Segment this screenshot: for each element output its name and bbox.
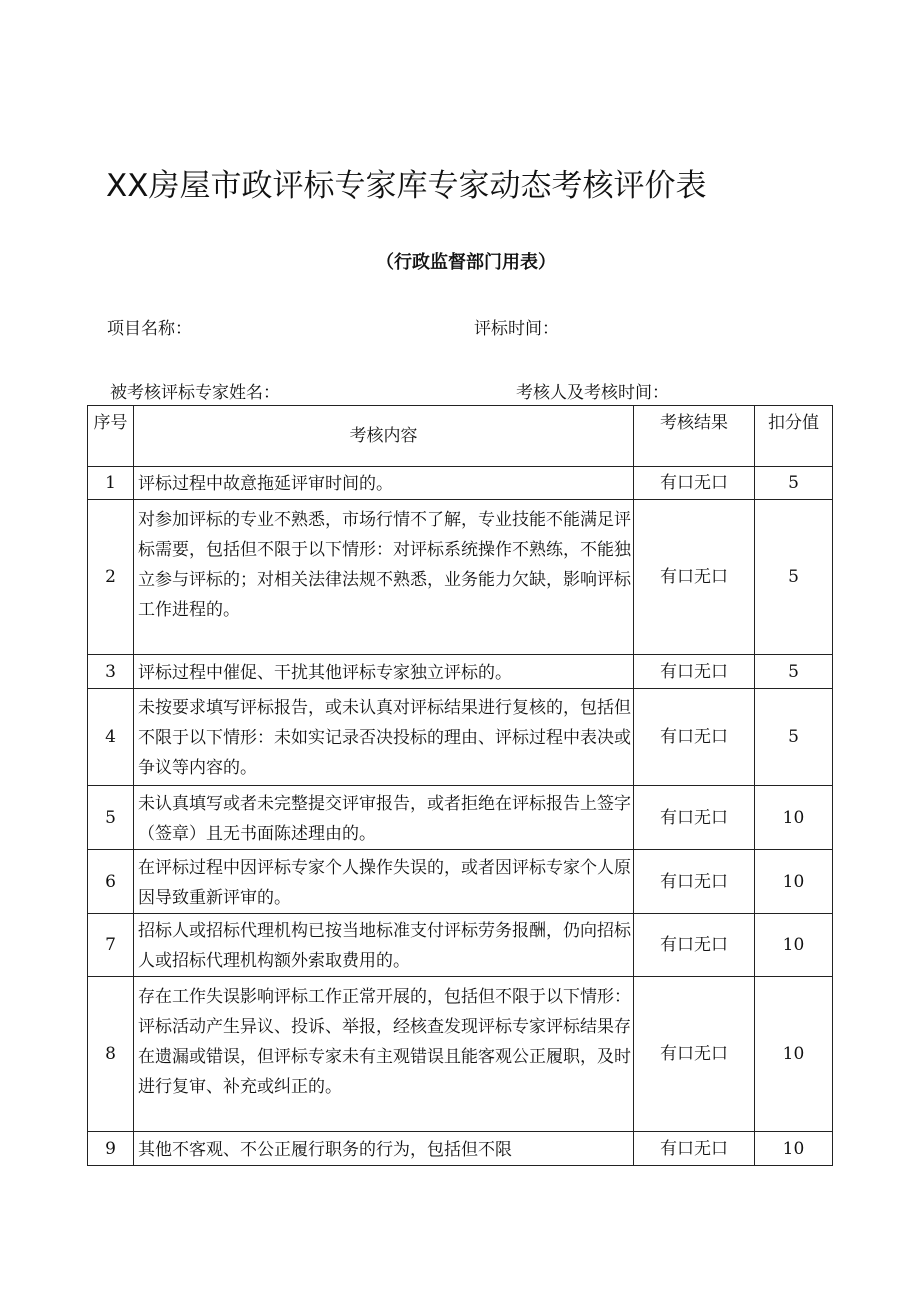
table-row <box>88 977 833 1132</box>
row-deduction: 10 <box>755 1132 833 1166</box>
row-content: 存在工作失误影响评标工作正常开展的，包括但不限于以下情形：评标活动产生异议、投诉、举报，经核查发现评标专家评标结果存在遗漏或错误，但评标专家未有主观错误且能客观公正履职，及时进行复审、补充或纠正的。 <box>134 977 634 1132</box>
table-row <box>88 467 833 500</box>
row-result: 有口无口 <box>634 689 755 786</box>
row-result: 有口无口 <box>634 500 755 655</box>
row-result: 有口无口 <box>634 655 755 689</box>
row-seq: 3 <box>88 655 134 689</box>
bid-time-label: 评标时间： <box>474 319 559 339</box>
table-row <box>88 500 833 655</box>
header-seq: 序号 <box>88 406 134 467</box>
row-seq: 6 <box>88 850 134 914</box>
row-deduction: 10 <box>755 914 833 977</box>
row-seq: 2 <box>88 500 134 655</box>
row-content: 评标过程中故意拖延评审时间的。 <box>134 467 634 500</box>
row-result: 有口无口 <box>634 914 755 977</box>
table-row <box>88 1132 833 1166</box>
page-subtitle: （行政监督部门用表） <box>376 252 556 273</box>
row-result: 有口无口 <box>634 786 755 850</box>
page-title: XX房屋市政评标专家库专家动态考核评价表 <box>106 168 707 204</box>
row-seq: 8 <box>88 977 134 1132</box>
row-content: 评标过程中催促、干扰其他评标专家独立评标的。 <box>134 655 634 689</box>
row-seq: 4 <box>88 689 134 786</box>
row-content: 未认真填写或者未完整提交评审报告，或者拒绝在评标报告上签字（签章）且无书面陈述理由的。 <box>134 786 634 850</box>
row-content: 招标人或招标代理机构已按当地标准支付评标劳务报酬，仍向招标人或招标代理机构额外索取费用的。 <box>134 914 634 977</box>
row-content: 对参加评标的专业不熟悉，市场行情不了解，专业技能不能满足评标需要，包括但不限于以下情形：对评标系统操作不熟练，不能独立参与评标的；对相关法律法规不熟悉，业务能力欠缺，影响评标工作进程的。 <box>134 500 634 655</box>
table-row <box>88 786 833 850</box>
row-deduction: 5 <box>755 689 833 786</box>
project-name-label: 项目名称： <box>107 319 192 339</box>
row-seq: 7 <box>88 914 134 977</box>
row-result: 有口无口 <box>634 1132 755 1166</box>
header-deduction: 扣分值 <box>755 406 833 467</box>
row-deduction: 10 <box>755 977 833 1132</box>
row-deduction: 10 <box>755 850 833 914</box>
header-content: 考核内容 <box>134 406 634 467</box>
assessor-label: 考核人及考核时间： <box>516 383 669 403</box>
row-content: 在评标过程中因评标专家个人操作失误的，或者因评标专家个人原因导致重新评审的。 <box>134 850 634 914</box>
row-result: 有口无口 <box>634 977 755 1132</box>
row-content: 其他不客观、不公正履行职务的行为，包括但不限 <box>134 1132 634 1166</box>
table-row <box>88 850 833 914</box>
row-seq: 5 <box>88 786 134 850</box>
header-result: 考核结果 <box>634 406 755 467</box>
row-deduction: 5 <box>755 500 833 655</box>
row-seq: 1 <box>88 467 134 500</box>
assessment-table <box>87 405 833 1166</box>
row-deduction: 10 <box>755 786 833 850</box>
row-result: 有口无口 <box>634 850 755 914</box>
row-deduction: 5 <box>755 467 833 500</box>
row-deduction: 5 <box>755 655 833 689</box>
row-content: 未按要求填写评标报告，或未认真对评标结果进行复核的，包括但不限于以下情形：未如实记录否决投标的理由、评标过程中表决或争议等内容的。 <box>134 689 634 786</box>
table-header-row <box>88 406 833 467</box>
row-seq: 9 <box>88 1132 134 1166</box>
expert-name-label: 被考核评标专家姓名： <box>110 383 280 403</box>
table-row <box>88 914 833 977</box>
table-row <box>88 689 833 786</box>
row-result: 有口无口 <box>634 467 755 500</box>
table-row <box>88 655 833 689</box>
